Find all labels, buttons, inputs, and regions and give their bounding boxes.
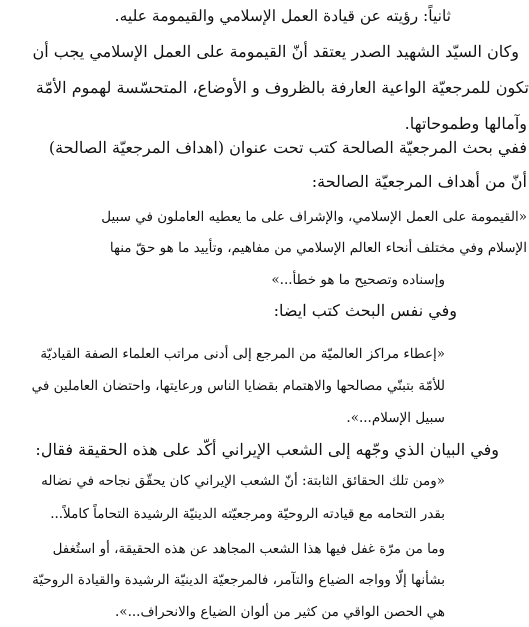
quote-line: وإسناده وتصحيح ما هو خطأ...»	[271, 272, 445, 288]
quote-line: «ومن تلك الحقائق الثابتة: أنّ الشعب الإيراني كان يحقّق نجاحه في نضاله	[41, 473, 445, 489]
text-line: تكون للمرجعيّة الواعية العارفة بالظروف و الأوضاع، المتحسّسة لهموم الأمّة	[35, 78, 529, 97]
quote-line: سبيل الإسلام...».	[346, 410, 445, 426]
quote-line: «القيمومة على العمل الإسلامي، والإشراف على ما يعطيه العاملون في سبيل	[101, 209, 527, 225]
quote-line: بقدر التحامه مع قيادته الروحيّة ومرجعيّته الدينيّة الرشيدة التحاماً كاملاً...	[50, 506, 445, 522]
text-line: وفي نفس البحث كتب ايضا:	[273, 301, 457, 320]
text-line: وكان السيّد الشهيد الصدر يعتقد أنّ القيمومة على العمل الإسلامي يجب أن	[32, 42, 519, 61]
text-line: ففي بحث المرجعيّة الصالحة كتب تحت عنوان (اهداف المرجعيّة الصالحة)	[48, 138, 527, 157]
text-line: وفي البيان الذي وجّهه إلى الشعب الإيراني أكّد على هذه الحقيقة فقال:	[35, 440, 499, 459]
quote-line: «إعطاء مراكز العالميّة من المرجع إلى أدنى مراتب العلماء الصفة القياديّة	[40, 346, 445, 362]
quote-line: الإسلام وفي مختلف أنحاء العالم الإسلامي من مفاهيم، وتأييد ما هو حقّ منها	[109, 240, 527, 256]
text-line: وآمالها وطموحاتها.	[404, 114, 527, 133]
text-line: ثانياً: رؤيته عن قيادة العمل الإسلامي والقيمومة عليه.	[114, 7, 451, 25]
quote-line: هي الحصن الواقي من كثير من ألوان الضياع والانحراف...».	[115, 604, 445, 620]
text-line: أنّ من أهداف المرجعيّة الصالحة:	[311, 172, 527, 191]
quote-line: للأمّة بتبنّي مصالحها والاهتمام بقضايا الناس ورعايتها، واحتضان العاملين في	[31, 378, 445, 394]
quote-line: بشأنها إلّا وواجه الضياع والتآمر، فالمرجعيّة الدينيّة الرشيدة والقيادة الروحيّة	[32, 572, 445, 588]
quote-line: وما من مرّة غفل فيها هذا الشعب المجاهد عن هذه الحقيقة، أو استُغفل	[52, 541, 445, 557]
